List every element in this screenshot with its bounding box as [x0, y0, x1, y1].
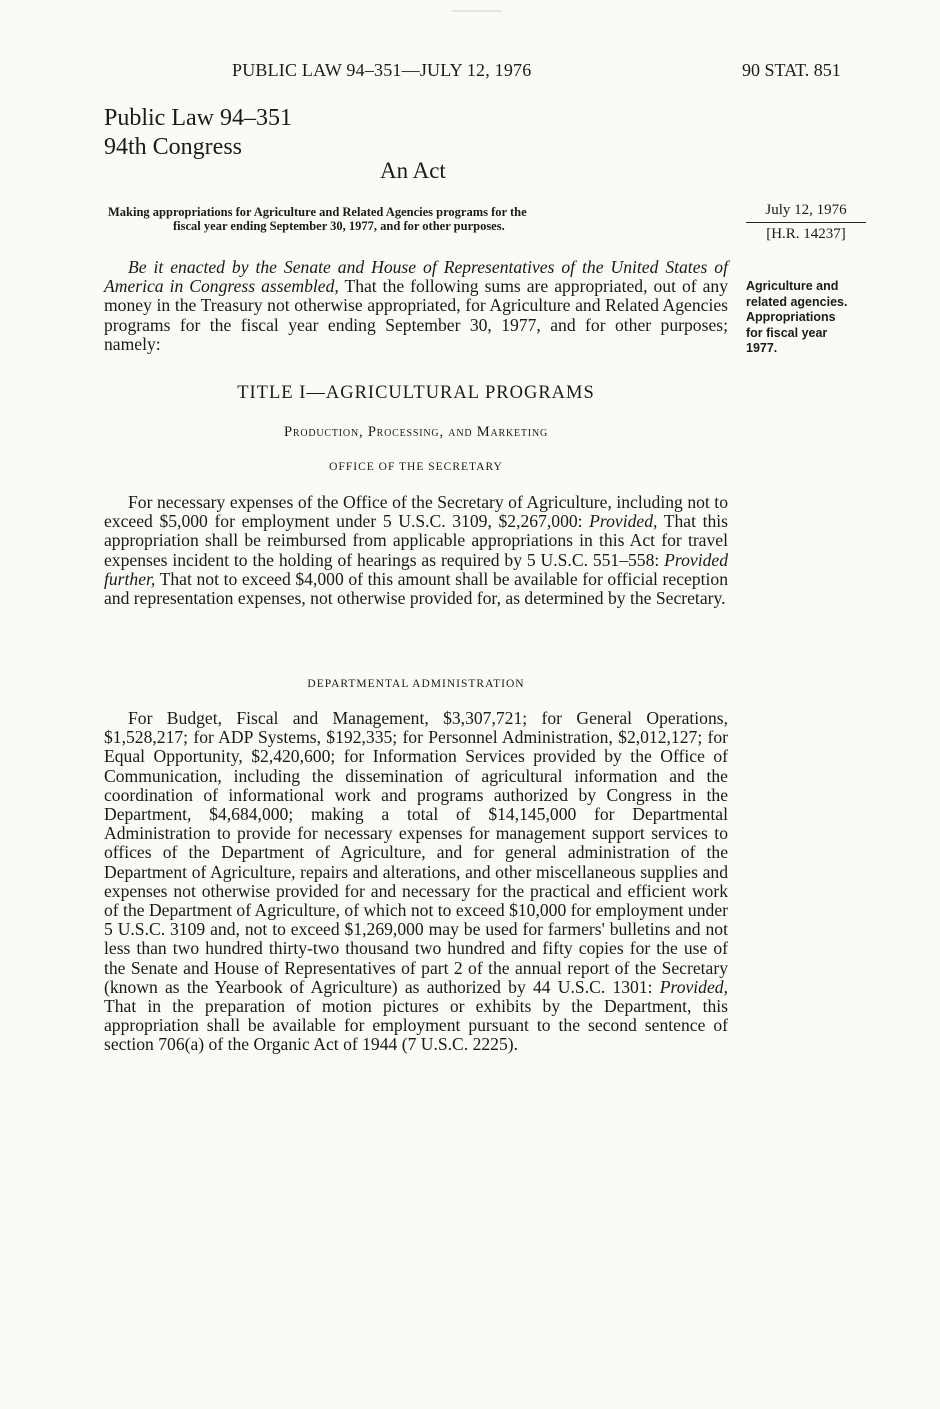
margin-note-line: Agriculture and	[746, 279, 839, 293]
margin-note-line: related agencies.	[746, 294, 848, 309]
bill-number: [H.R. 14237]	[766, 226, 846, 242]
running-header: PUBLIC LAW 94–351—JULY 12, 1976	[232, 60, 532, 80]
margin-note-line: for fiscal year	[746, 325, 828, 340]
paragraph-text: That not to exceed $4,000 of this amount shall be available for official reception and representation expenses, not otherwise provided for, as determined by the Secretary.	[104, 568, 728, 609]
paragraph-text: For Budget, Fiscal and Management, $3,307,721; for General Operations, $1,528,217; for ADP Systems, $192,335; for Personnel Administration, $2,012,127; for Equal Opportunity, $2,420,600; for Information Services provided by the Office of Communication, including the dissemination of agricultural information and the coordination of informational work and programs authorized by Congress in the Department, $4,684,000; making a total of $14,145,000 for Departmental Administration to provide for necessary expenses for management support services to offices of the Department of Agriculture, and for general administration of the Department of Agriculture, repairs and alterations, and other miscellaneous supplies and expenses not otherwise provided for and necessary for the practical and efficient work of the Department of Agriculture, of which not to exceed $10,000 for employment under 5 U.S.C. 3109 and, not to exceed $1,269,000 may be used for farmers' bulletins and not less than two hundred thirty-two thousand two hundred and fifty copies for the use of the Senate and House of Representatives of part 2 of the annual report of the Secretary (known as the Yearbook of Agriculture) as authorized by 44 U.S.C. 1301:	[104, 708, 728, 997]
law-title	[104, 104, 292, 162]
date-box	[746, 200, 866, 245]
paragraph-text: That in the preparation of motion pictures or exhibits by the Department, this appropriation shall be available for employment pursuant to the second sentence of section 706(a) of the Organic Act of 1944 (7 U.S.C. 2225).	[104, 996, 728, 1055]
margin-note-line: Appropriations	[746, 310, 836, 324]
section-administration-paragraph	[104, 709, 728, 1055]
section-secretary-paragraph	[104, 493, 728, 608]
proviso-italic: Provided,	[659, 976, 728, 997]
act-heading: An Act	[380, 158, 446, 183]
top-edge-mark	[452, 0, 502, 12]
margin-note-line: 1977.	[746, 341, 778, 355]
act-summary	[108, 205, 730, 233]
title-heading: TITLE I—AGRICULTURAL PROGRAMS	[237, 383, 595, 403]
congress-number: 94th Congress	[104, 134, 242, 160]
proviso-italic: Provided further,	[104, 549, 728, 589]
enactment-date: July 12, 1976	[746, 200, 866, 223]
subtitle-heading: Production, Processing, and Marketing	[284, 424, 548, 440]
summary-line-2: fiscal year ending September 30, 1977, and for other purposes.	[173, 219, 505, 233]
section-heading-secretary: OFFICE OF THE SECRETARY	[329, 461, 503, 473]
proviso-italic: Provided,	[589, 511, 658, 532]
public-law-number: Public Law 94–351	[104, 105, 292, 131]
stat-reference: 90 STAT. 851	[742, 60, 841, 80]
enacting-clause	[104, 258, 728, 354]
section-heading-administration: DEPARTMENTAL ADMINISTRATION	[307, 678, 525, 690]
enacting-rest: That the following sums are appropriated, out of any money in the Treasury not otherwise appropriated, for Agriculture and Related Agencies programs for the fiscal year ending September 30, 1977, and for other purposes; namely:	[104, 276, 729, 354]
enacting-italic: Be it enacted by the Senate and House of Representatives of the United States of America in Congress assembled,	[104, 257, 728, 297]
paragraph-text: That this appropriation shall be reimbursed from applicable appropriations in this Act for travel expenses incident to the holding of hearings as required by 5 U.S.C. 551–558:	[104, 511, 729, 570]
margin-note	[746, 279, 876, 357]
summary-line-1: Making appropriations for Agriculture and Related Agencies programs for the	[108, 205, 527, 219]
paragraph-text: For necessary expenses of the Office of the Secretary of Agriculture, including not to exceed $5,000 for employment under 5 U.S.C. 3109, $2,267,000:	[104, 492, 728, 532]
